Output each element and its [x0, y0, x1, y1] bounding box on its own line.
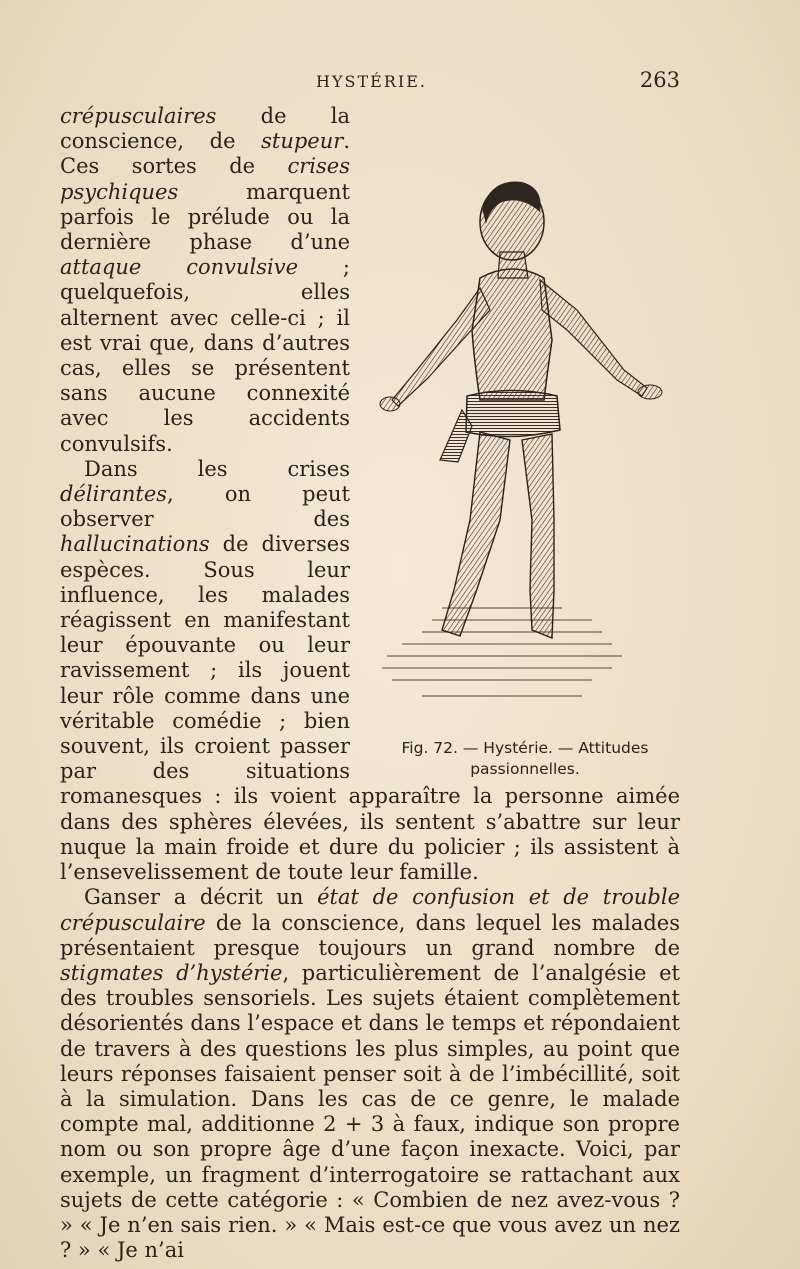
- text-run: de diverses espèces. Sous leur influence, les malades réagissent en manifestant leur épouvante ou leur ravissement ; ils jouent leur rôle comme dans une véritable comédie ; bien souvent, ils croient passer par des situations romanesques : ils voient apparaître la personne aimée dans des sphères élevées, ils sentent s’abattre sur leur nuque la main froide et dure du policier ; ils assistent à l’ensevelissement de toute leur famille.: [60, 532, 680, 885]
- ground-shading: [382, 608, 622, 696]
- running-title: HYSTÉRIE.: [316, 72, 427, 91]
- text-run: état de confusion et de trouble crépusculaire: [60, 885, 680, 935]
- figure-caption: [350, 738, 700, 780]
- text-run: attaque convulsive: [60, 255, 299, 280]
- text-run: crises psychiques: [60, 154, 350, 204]
- figure-loincloth: [466, 391, 560, 437]
- text-run: , on peut observer des: [60, 482, 350, 532]
- figure-left-leg: [442, 432, 510, 636]
- text-run: stupeur: [261, 129, 344, 154]
- figure-72: [362, 160, 680, 780]
- text-run: Dans les crises: [84, 456, 350, 481]
- text-run: marquent parfois le prélude ou la dernière phase d’une: [60, 179, 350, 255]
- text-run: de la conscience, dans lequel les malades présentaient presque toujours un grand nombre de: [60, 910, 680, 960]
- text-run: de la conscience, de: [60, 104, 350, 154]
- paragraph: [60, 885, 680, 1263]
- text-run: , particulièrement de l’analgésie et des troubles sensoriels. Les sujets étaient complètement désorientés dans l’espace et dans le temps et répondaient de travers à des questions les plus simples, au point que leurs réponses faisaient penser soit à de l’imbécillité, soit à la simulation. Dans les cas de ce genre, le malade compte mal, additionne 2 + 3 à faux, indique son propre nom ou son propre âge d’une façon inexacte. Voici, par exemple, un fragment d’interrogatoire se rattachant aux sujets de cette catégorie : « Combien de nez avez-vous ? » « Je n’en sais rien. » « Mais est-ce que vous avez un nez ? » « Je n’ai: [60, 960, 680, 1263]
- body-text: [60, 104, 680, 1263]
- figure-right-arm: [540, 280, 647, 396]
- figure-illustration: [362, 160, 680, 720]
- text-run: délirantes: [60, 482, 168, 507]
- text-run: crépusculaires: [60, 104, 217, 128]
- text-run: hallucinations: [60, 532, 210, 557]
- text-run: Ganser a décrit un: [84, 885, 318, 910]
- caption-line-1: Fig. 72. — Hystérie. — Attitudes: [401, 739, 649, 757]
- page-number: 263: [639, 68, 680, 92]
- text-run: ; quelquefois, elles alternent avec celle-ci ; il est vrai que, dans d’autres cas, elles se présentent sans aucune connexité avec les accidents convulsifs.: [60, 255, 350, 456]
- text-run: . Ces sortes de: [60, 129, 350, 179]
- page-header: [60, 68, 680, 98]
- caption-line-2: passionnelles.: [470, 760, 580, 778]
- figure-torso: [472, 269, 552, 400]
- text-run: stigmates d’hystérie: [60, 960, 283, 985]
